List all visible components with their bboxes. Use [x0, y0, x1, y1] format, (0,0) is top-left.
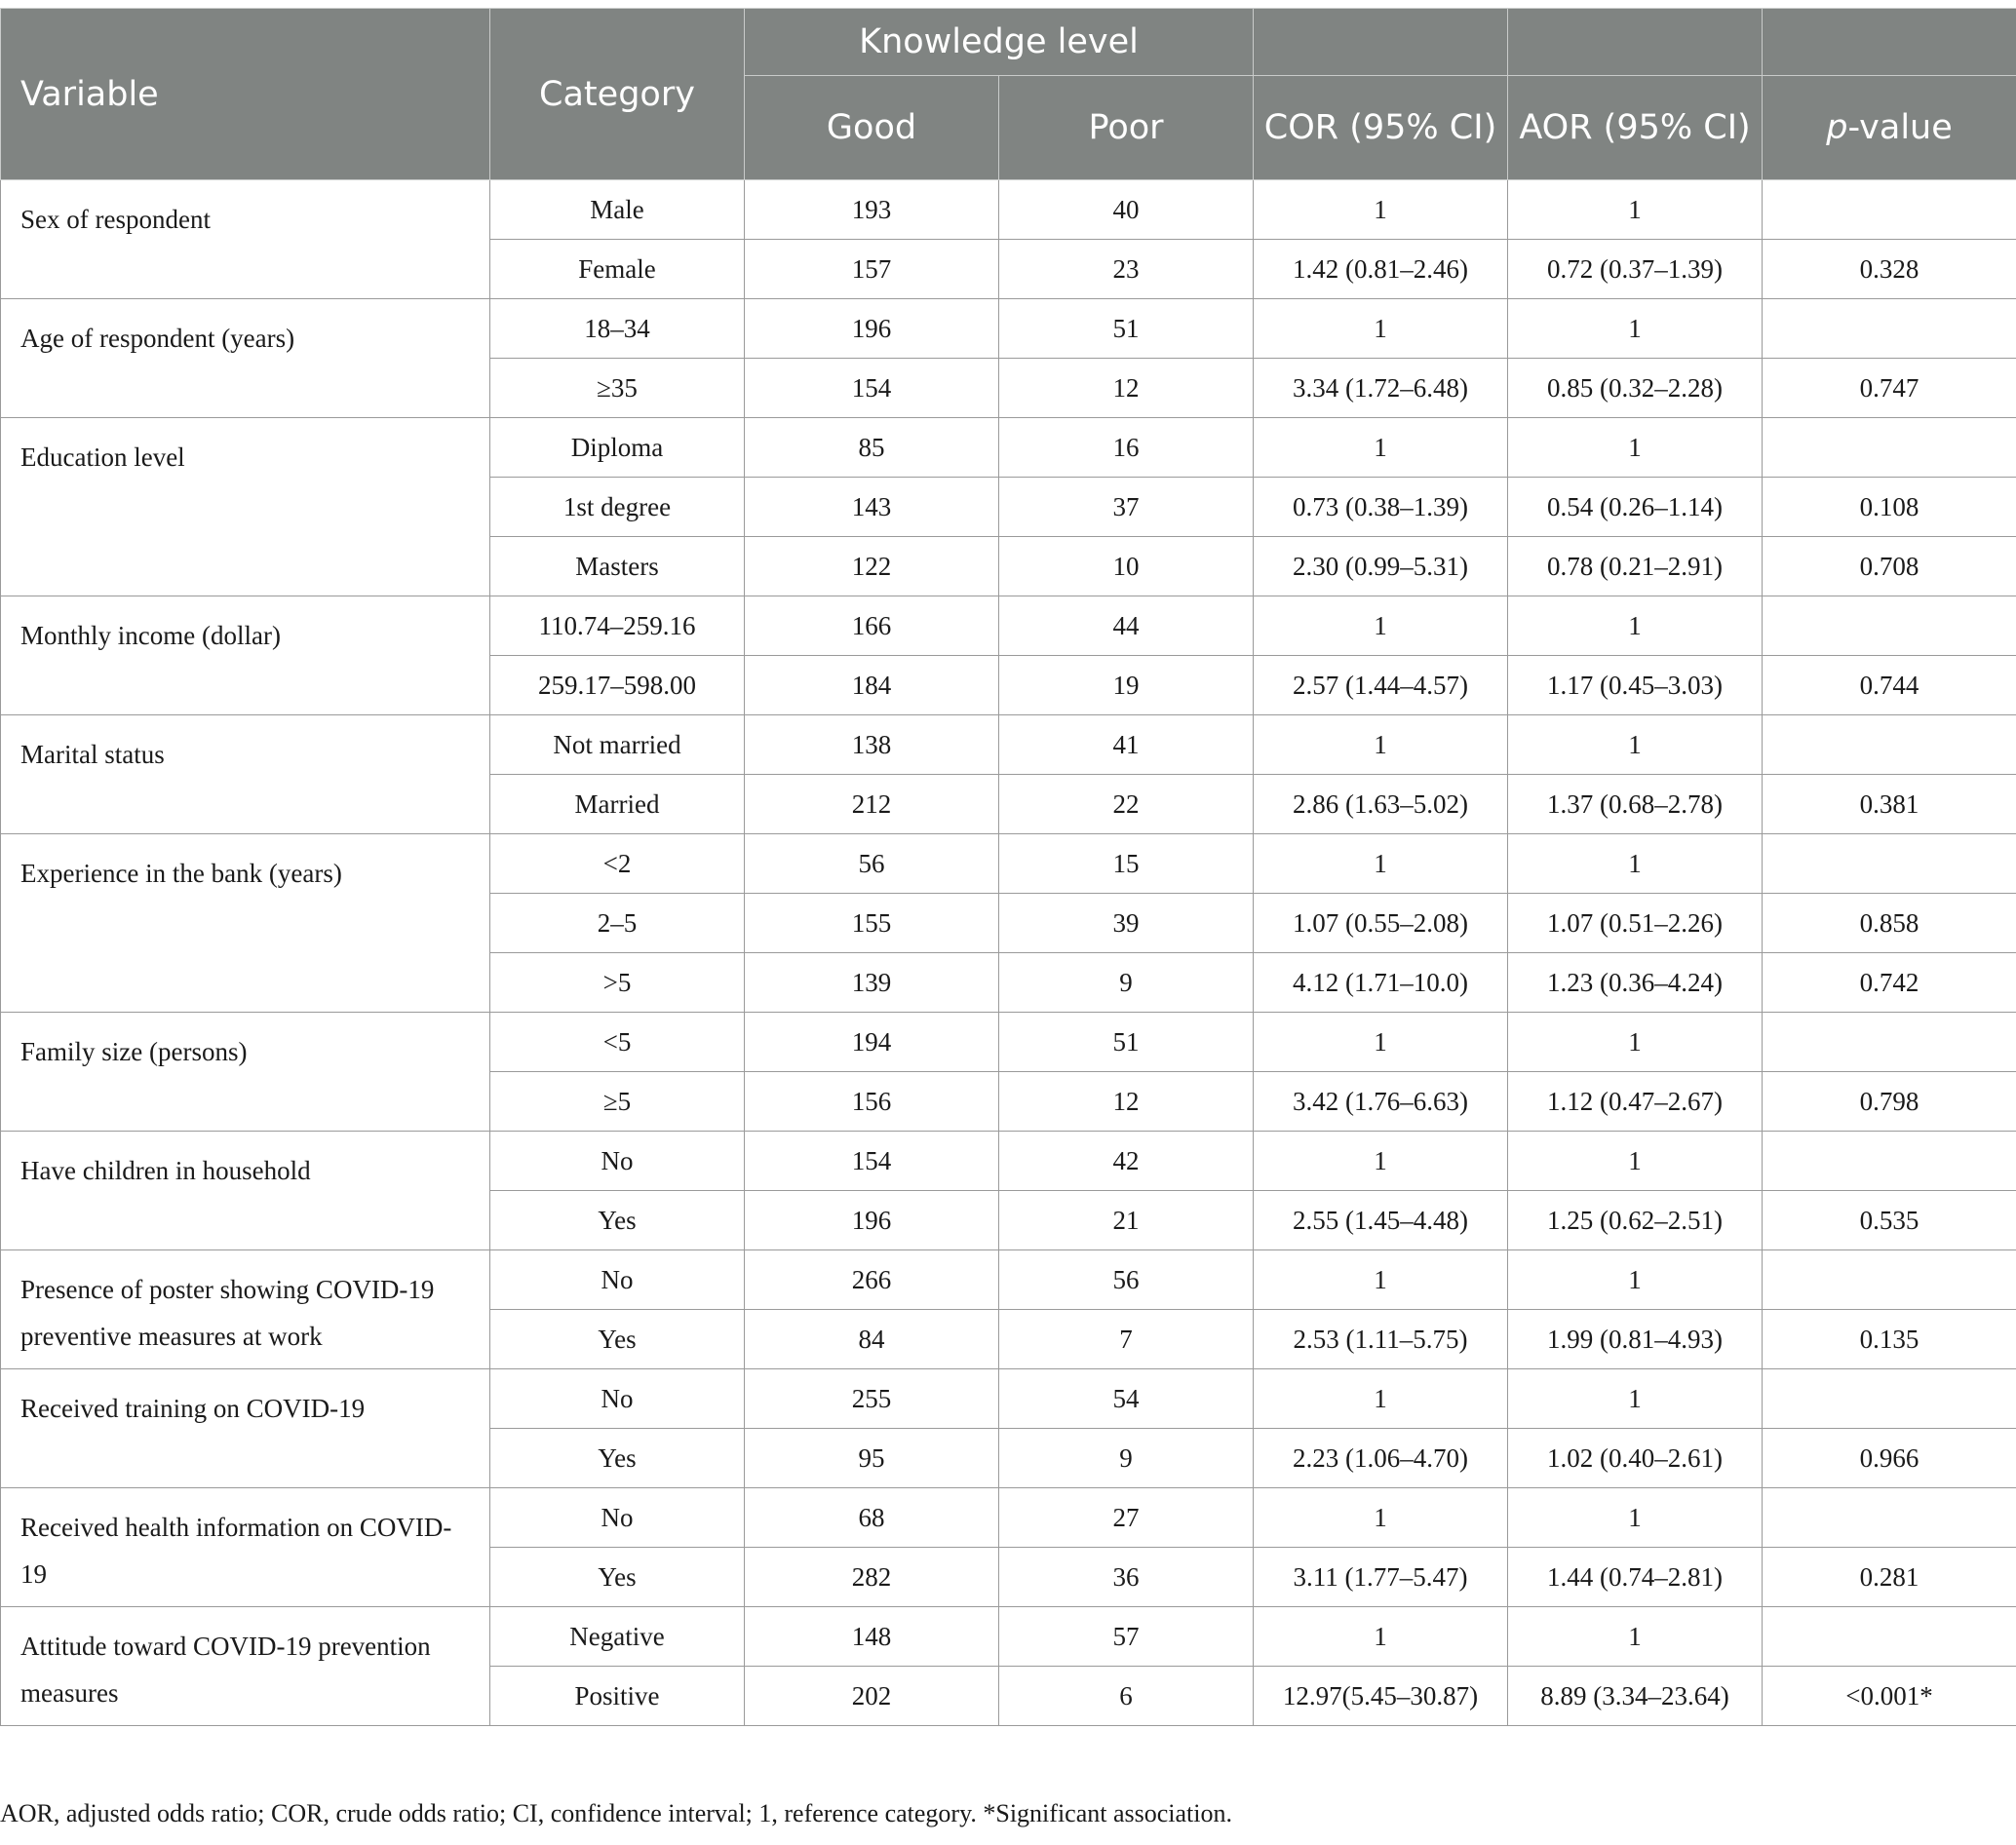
aor-cell: 1	[1508, 715, 1763, 775]
p-value-cell	[1763, 715, 2016, 775]
header-category: Category	[490, 9, 745, 180]
good-count-cell: 282	[745, 1548, 999, 1607]
aor-cell: 1.99 (0.81–4.93)	[1508, 1310, 1763, 1369]
aor-cell: 1.25 (0.62–2.51)	[1508, 1191, 1763, 1250]
good-count-cell: 196	[745, 1191, 999, 1250]
category-cell: <5	[490, 1013, 745, 1072]
cor-cell: 1	[1254, 1369, 1508, 1429]
good-count-cell: 95	[745, 1429, 999, 1488]
cor-cell: 1.42 (0.81–2.46)	[1254, 240, 1508, 299]
good-count-cell: 266	[745, 1250, 999, 1310]
cor-cell: 1	[1254, 180, 1508, 240]
aor-cell: 1	[1508, 834, 1763, 894]
p-value-cell: 0.535	[1763, 1191, 2016, 1250]
p-value-cell: 0.328	[1763, 240, 2016, 299]
cor-cell: 3.11 (1.77–5.47)	[1254, 1548, 1508, 1607]
poor-count-cell: 19	[999, 656, 1254, 715]
poor-count-cell: 54	[999, 1369, 1254, 1429]
p-value-cell	[1763, 1132, 2016, 1191]
cor-cell: 2.55 (1.45–4.48)	[1254, 1191, 1508, 1250]
aor-cell: 1	[1508, 1250, 1763, 1310]
cor-cell: 1.07 (0.55–2.08)	[1254, 894, 1508, 953]
poor-count-cell: 44	[999, 596, 1254, 656]
good-count-cell: 154	[745, 359, 999, 418]
category-cell: >5	[490, 953, 745, 1013]
variable-cell: Experience in the bank (years)	[1, 834, 490, 1013]
good-count-cell: 68	[745, 1488, 999, 1548]
poor-count-cell: 12	[999, 359, 1254, 418]
table-row	[1, 180, 2016, 240]
cor-cell: 2.23 (1.06–4.70)	[1254, 1429, 1508, 1488]
p-value-cell	[1763, 1013, 2016, 1072]
category-cell: Yes	[490, 1429, 745, 1488]
header-blank	[1763, 9, 2016, 76]
p-value-cell: 0.744	[1763, 656, 2016, 715]
aor-cell: 1.44 (0.74–2.81)	[1508, 1548, 1763, 1607]
table-body	[1, 180, 2016, 1726]
good-count-cell: 138	[745, 715, 999, 775]
aor-cell: 1.02 (0.40–2.61)	[1508, 1429, 1763, 1488]
good-count-cell: 194	[745, 1013, 999, 1072]
poor-count-cell: 12	[999, 1072, 1254, 1132]
poor-count-cell: 9	[999, 953, 1254, 1013]
aor-cell: 1.07 (0.51–2.26)	[1508, 894, 1763, 953]
p-value-cell: 0.966	[1763, 1429, 2016, 1488]
data-table	[0, 8, 2016, 1726]
cor-cell: 3.42 (1.76–6.63)	[1254, 1072, 1508, 1132]
p-value-cell	[1763, 1250, 2016, 1310]
header-good: Good	[745, 76, 999, 180]
table-row	[1, 715, 2016, 775]
category-cell: Male	[490, 180, 745, 240]
category-cell: Not married	[490, 715, 745, 775]
category-cell: <2	[490, 834, 745, 894]
p-value-cell	[1763, 299, 2016, 359]
p-value-cell: 0.108	[1763, 478, 2016, 537]
table-row	[1, 1132, 2016, 1191]
p-value-cell: 0.798	[1763, 1072, 2016, 1132]
aor-cell: 1	[1508, 1132, 1763, 1191]
category-cell: ≥5	[490, 1072, 745, 1132]
variable-cell: Family size (persons)	[1, 1013, 490, 1132]
header-blank	[1254, 9, 1508, 76]
poor-count-cell: 39	[999, 894, 1254, 953]
aor-cell: 1.23 (0.36–4.24)	[1508, 953, 1763, 1013]
p-value-cell	[1763, 1488, 2016, 1548]
category-cell: Yes	[490, 1191, 745, 1250]
category-cell: ≥35	[490, 359, 745, 418]
header-knowledge-level: Knowledge level	[745, 9, 1254, 76]
good-count-cell: 202	[745, 1667, 999, 1726]
variable-cell: Received training on COVID-19	[1, 1369, 490, 1488]
category-cell: No	[490, 1488, 745, 1548]
cor-cell: 2.57 (1.44–4.57)	[1254, 656, 1508, 715]
table-row	[1, 1607, 2016, 1667]
good-count-cell: 148	[745, 1607, 999, 1667]
poor-count-cell: 6	[999, 1667, 1254, 1726]
good-count-cell: 143	[745, 478, 999, 537]
category-cell: 2–5	[490, 894, 745, 953]
table-row	[1, 834, 2016, 894]
poor-count-cell: 27	[999, 1488, 1254, 1548]
cor-cell: 1	[1254, 299, 1508, 359]
p-value-cell	[1763, 1369, 2016, 1429]
variable-cell: Age of respondent (years)	[1, 299, 490, 418]
header-poor: Poor	[999, 76, 1254, 180]
p-value-cell	[1763, 180, 2016, 240]
category-cell: Yes	[490, 1310, 745, 1369]
poor-count-cell: 15	[999, 834, 1254, 894]
aor-cell: 1	[1508, 1369, 1763, 1429]
good-count-cell: 84	[745, 1310, 999, 1369]
variable-cell: Marital status	[1, 715, 490, 834]
p-value-cell	[1763, 418, 2016, 478]
aor-cell: 1.37 (0.68–2.78)	[1508, 775, 1763, 834]
table-row	[1, 1250, 2016, 1310]
good-count-cell: 56	[745, 834, 999, 894]
variable-cell: Have children in household	[1, 1132, 490, 1250]
category-cell: 1st degree	[490, 478, 745, 537]
aor-cell: 1	[1508, 299, 1763, 359]
poor-count-cell: 36	[999, 1548, 1254, 1607]
cor-cell: 2.53 (1.11–5.75)	[1254, 1310, 1508, 1369]
aor-cell: 1	[1508, 596, 1763, 656]
poor-count-cell: 9	[999, 1429, 1254, 1488]
category-cell: Yes	[490, 1548, 745, 1607]
table-row	[1, 1488, 2016, 1548]
cor-cell: 1	[1254, 596, 1508, 656]
good-count-cell: 166	[745, 596, 999, 656]
cor-cell: 2.86 (1.63–5.02)	[1254, 775, 1508, 834]
category-cell: Female	[490, 240, 745, 299]
poor-count-cell: 22	[999, 775, 1254, 834]
good-count-cell: 85	[745, 418, 999, 478]
aor-cell: 1	[1508, 418, 1763, 478]
p-suffix: -value	[1847, 108, 1953, 147]
table-footnote: AOR, adjusted odds ratio; COR, crude odds ratio; CI, confidence interval; 1, reference category. *Significant association.	[0, 1799, 1232, 1827]
aor-cell: 0.85 (0.32–2.28)	[1508, 359, 1763, 418]
category-cell: Positive	[490, 1667, 745, 1726]
cor-cell: 1	[1254, 1013, 1508, 1072]
category-cell: 259.17–598.00	[490, 656, 745, 715]
header-cor: COR (95% CI)	[1254, 76, 1508, 180]
category-cell: 18–34	[490, 299, 745, 359]
p-value-cell: 0.742	[1763, 953, 2016, 1013]
aor-cell: 1.17 (0.45–3.03)	[1508, 656, 1763, 715]
poor-count-cell: 16	[999, 418, 1254, 478]
poor-count-cell: 51	[999, 299, 1254, 359]
cor-cell: 1	[1254, 1607, 1508, 1667]
good-count-cell: 193	[745, 180, 999, 240]
good-count-cell: 184	[745, 656, 999, 715]
aor-cell: 1	[1508, 1488, 1763, 1548]
poor-count-cell: 41	[999, 715, 1254, 775]
cor-cell: 1	[1254, 1132, 1508, 1191]
category-cell: Married	[490, 775, 745, 834]
aor-cell: 0.78 (0.21–2.91)	[1508, 537, 1763, 596]
category-cell: Masters	[490, 537, 745, 596]
good-count-cell: 255	[745, 1369, 999, 1429]
aor-cell: 1.12 (0.47–2.67)	[1508, 1072, 1763, 1132]
variable-cell: Presence of poster showing COVID-19 preventive measures at work	[1, 1250, 490, 1369]
good-count-cell: 122	[745, 537, 999, 596]
aor-cell: 8.89 (3.34–23.64)	[1508, 1667, 1763, 1726]
poor-count-cell: 42	[999, 1132, 1254, 1191]
poor-count-cell: 10	[999, 537, 1254, 596]
cor-cell: 3.34 (1.72–6.48)	[1254, 359, 1508, 418]
header-p-value	[1763, 76, 2016, 180]
p-value-cell	[1763, 1607, 2016, 1667]
category-cell: 110.74–259.16	[490, 596, 745, 656]
p-value-cell: 0.747	[1763, 359, 2016, 418]
poor-count-cell: 21	[999, 1191, 1254, 1250]
good-count-cell: 155	[745, 894, 999, 953]
p-value-cell: <0.001*	[1763, 1667, 2016, 1726]
p-value-cell	[1763, 596, 2016, 656]
category-cell: Negative	[490, 1607, 745, 1667]
good-count-cell: 156	[745, 1072, 999, 1132]
aor-cell: 1	[1508, 1013, 1763, 1072]
header-variable: Variable	[1, 9, 490, 180]
p-value-cell: 0.281	[1763, 1548, 2016, 1607]
poor-count-cell: 37	[999, 478, 1254, 537]
cor-cell: 0.73 (0.38–1.39)	[1254, 478, 1508, 537]
category-cell: No	[490, 1369, 745, 1429]
cor-cell: 4.12 (1.71–10.0)	[1254, 953, 1508, 1013]
good-count-cell: 212	[745, 775, 999, 834]
poor-count-cell: 56	[999, 1250, 1254, 1310]
variable-cell: Sex of respondent	[1, 180, 490, 299]
cor-cell: 1	[1254, 834, 1508, 894]
p-value-cell: 0.135	[1763, 1310, 2016, 1369]
poor-count-cell: 57	[999, 1607, 1254, 1667]
category-cell: No	[490, 1132, 745, 1191]
cor-cell: 1	[1254, 1250, 1508, 1310]
poor-count-cell: 40	[999, 180, 1254, 240]
p-value-cell	[1763, 834, 2016, 894]
variable-cell: Education level	[1, 418, 490, 596]
aor-cell: 1	[1508, 180, 1763, 240]
poor-count-cell: 23	[999, 240, 1254, 299]
cor-cell: 12.97(5.45–30.87)	[1254, 1667, 1508, 1726]
category-cell: No	[490, 1250, 745, 1310]
good-count-cell: 139	[745, 953, 999, 1013]
table-row	[1, 418, 2016, 478]
cor-cell: 1	[1254, 1488, 1508, 1548]
p-value-cell: 0.858	[1763, 894, 2016, 953]
aor-cell: 0.72 (0.37–1.39)	[1508, 240, 1763, 299]
category-cell: Diploma	[490, 418, 745, 478]
cor-cell: 1	[1254, 418, 1508, 478]
variable-cell: Attitude toward COVID-19 prevention measures	[1, 1607, 490, 1726]
p-italic: p	[1826, 108, 1848, 147]
good-count-cell: 154	[745, 1132, 999, 1191]
table-header	[1, 9, 2016, 180]
table-row	[1, 1013, 2016, 1072]
p-value-cell: 0.381	[1763, 775, 2016, 834]
table-row	[1, 1369, 2016, 1429]
good-count-cell: 196	[745, 299, 999, 359]
aor-cell: 0.54 (0.26–1.14)	[1508, 478, 1763, 537]
poor-count-cell: 51	[999, 1013, 1254, 1072]
good-count-cell: 157	[745, 240, 999, 299]
poor-count-cell: 7	[999, 1310, 1254, 1369]
aor-cell: 1	[1508, 1607, 1763, 1667]
p-value-cell: 0.708	[1763, 537, 2016, 596]
table-row	[1, 299, 2016, 359]
variable-cell: Monthly income (dollar)	[1, 596, 490, 715]
variable-cell: Received health information on COVID-19	[1, 1488, 490, 1607]
table-row	[1, 596, 2016, 656]
cor-cell: 1	[1254, 715, 1508, 775]
header-blank	[1508, 9, 1763, 76]
header-aor: AOR (95% CI)	[1508, 76, 1763, 180]
cor-cell: 2.30 (0.99–5.31)	[1254, 537, 1508, 596]
